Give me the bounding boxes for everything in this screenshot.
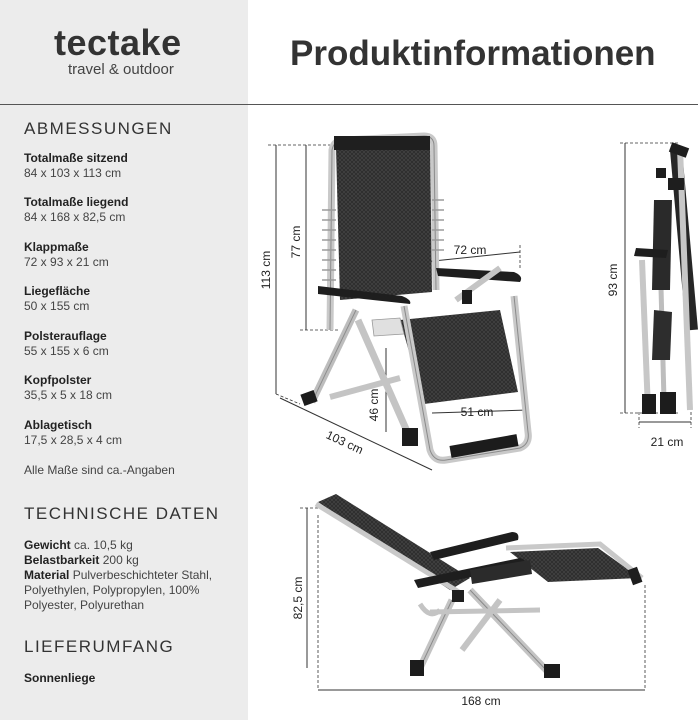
page-title: Produktinformationen bbox=[290, 34, 656, 73]
weight-label: Gewicht bbox=[24, 538, 71, 552]
chair-reclined-drawing bbox=[300, 494, 645, 690]
spec-value: 72 x 93 x 21 cm bbox=[24, 255, 109, 269]
label-depth: 103 cm bbox=[323, 427, 366, 458]
load-value: 200 kg bbox=[102, 553, 139, 567]
section-title-dimensions: ABMESSUNGEN bbox=[24, 119, 173, 138]
brand-name: tectake bbox=[54, 22, 182, 63]
material-label: Material bbox=[24, 568, 70, 582]
spec-label: Totalmaße sitzend bbox=[24, 151, 128, 165]
dimensions-note: Alle Maße sind ca.-Angaben bbox=[24, 463, 175, 477]
spec-label: Liegefläche bbox=[24, 284, 91, 298]
spec-label: Polsterauflage bbox=[24, 329, 107, 343]
label-folded-height: 93 cm bbox=[606, 263, 620, 297]
spec-value: 17,5 x 28,5 x 4 cm bbox=[24, 433, 123, 447]
label-height-back: 77 cm bbox=[289, 225, 303, 259]
label-width-armrest: 72 cm bbox=[453, 243, 487, 257]
section-title-technical: TECHNISCHE DATEN bbox=[24, 504, 220, 523]
weight-value: ca. 10,5 kg bbox=[74, 538, 133, 552]
spec-label: Totalmaße liegend bbox=[24, 195, 129, 209]
spec-label: Ablagetisch bbox=[24, 418, 93, 432]
spec-value: 84 x 103 x 113 cm bbox=[24, 166, 122, 180]
label-lying-length: 168 cm bbox=[461, 694, 501, 708]
spec-label: Klappmaße bbox=[24, 240, 89, 254]
spec-value: 55 x 155 x 6 cm bbox=[24, 344, 109, 358]
chair-seated-drawing bbox=[268, 136, 528, 470]
spec-value: 84 x 168 x 82,5 cm bbox=[24, 210, 126, 224]
spec-label: Kopfpolster bbox=[24, 373, 92, 387]
label-seat-height: 46 cm bbox=[367, 388, 381, 422]
brand-tagline: travel & outdoor bbox=[68, 61, 174, 78]
delivery-item-label: Sonnenliege bbox=[24, 671, 96, 685]
load-label: Belastbarkeit bbox=[24, 553, 100, 567]
label-folded-depth: 21 cm bbox=[650, 435, 684, 449]
section-title-delivery: LIEFERUMFANG bbox=[24, 637, 175, 656]
label-lying-height: 82,5 cm bbox=[291, 576, 305, 620]
spec-value: 35,5 x 5 x 18 cm bbox=[24, 388, 113, 402]
label-seat-width: 51 cm bbox=[460, 405, 494, 419]
label-height-total: 113 cm bbox=[259, 250, 273, 290]
material-value: Pulverbeschichteter Stahl, Polyethylen, Polypropylen, 100% Polyester, Polyurethan bbox=[24, 568, 213, 612]
chair-folded-drawing bbox=[620, 142, 692, 428]
spec-value: 50 x 155 cm bbox=[24, 299, 90, 313]
